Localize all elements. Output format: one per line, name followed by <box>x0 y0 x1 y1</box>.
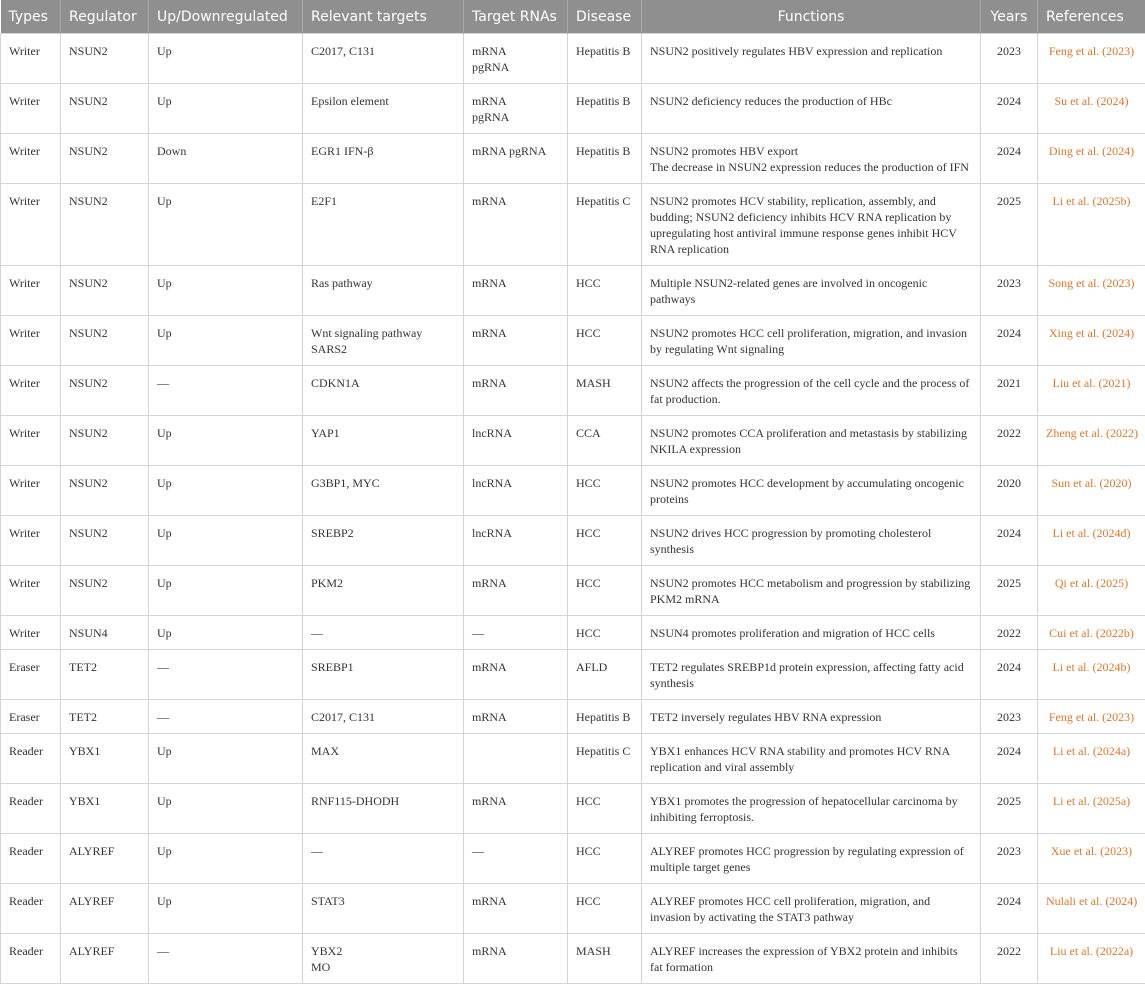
cell-reference <box>1038 366 1145 416</box>
cell-target-rnas: lncRNA <box>464 416 568 466</box>
cell-type: Writer <box>1 84 61 134</box>
cell-function: NSUN2 promotes HBV export The decrease in NSUN2 expression reduces the production of IFN <box>642 134 981 184</box>
cell-target-rnas: mRNA <box>464 784 568 834</box>
cell-target-rnas: mRNA <box>464 366 568 416</box>
header-functions: Functions <box>642 0 981 34</box>
cell-reference <box>1038 566 1145 616</box>
cell-disease: HCC <box>568 566 642 616</box>
table-row <box>1 650 1145 700</box>
cell-year: 2024 <box>981 134 1038 184</box>
cell-target-rnas: mRNA <box>464 184 568 266</box>
cell-reference <box>1038 884 1145 934</box>
table-row <box>1 416 1145 466</box>
cell-regulation: Up <box>149 834 303 884</box>
cell-type: Reader <box>1 934 61 984</box>
cell-target-rnas: — <box>464 616 568 650</box>
cell-disease: Hepatitis C <box>568 184 642 266</box>
cell-regulation: — <box>149 700 303 734</box>
header-types: Types <box>1 0 61 34</box>
cell-disease: HCC <box>568 316 642 366</box>
reference-link[interactable]: Cui et al. (2022b) <box>1049 626 1134 640</box>
reference-link[interactable]: Ding et al. (2024) <box>1049 144 1134 158</box>
cell-targets: MAX <box>303 734 464 784</box>
reference-link[interactable]: Qi et al. (2025) <box>1055 576 1128 590</box>
cell-year: 2024 <box>981 884 1038 934</box>
cell-disease: AFLD <box>568 650 642 700</box>
reference-link[interactable]: Liu et al. (2022a) <box>1050 944 1133 958</box>
reference-link[interactable]: Li et al. (2024d) <box>1053 526 1131 540</box>
cell-regulator: YBX1 <box>61 784 149 834</box>
cell-disease: HCC <box>568 516 642 566</box>
cell-year: 2023 <box>981 34 1038 84</box>
cell-function: NSUN2 drives HCC progression by promoting cholesterol synthesis <box>642 516 981 566</box>
cell-disease: CCA <box>568 416 642 466</box>
cell-function: TET2 inversely regulates HBV RNA expression <box>642 700 981 734</box>
cell-targets: Wnt signaling pathway SARS2 <box>303 316 464 366</box>
cell-regulator: NSUN2 <box>61 266 149 316</box>
table-row <box>1 466 1145 516</box>
cell-targets: STAT3 <box>303 884 464 934</box>
cell-regulator: NSUN2 <box>61 184 149 266</box>
cell-regulator: ALYREF <box>61 884 149 934</box>
cell-reference <box>1038 134 1145 184</box>
cell-year: 2020 <box>981 466 1038 516</box>
cell-reference <box>1038 934 1145 984</box>
cell-targets: Ras pathway <box>303 266 464 316</box>
cell-regulator: NSUN2 <box>61 84 149 134</box>
cell-targets: EGR1 IFN-β <box>303 134 464 184</box>
table-row <box>1 566 1145 616</box>
cell-year: 2022 <box>981 416 1038 466</box>
cell-targets: RNF115-DHODH <box>303 784 464 834</box>
cell-reference <box>1038 734 1145 784</box>
cell-regulator: NSUN2 <box>61 516 149 566</box>
cell-reference <box>1038 34 1145 84</box>
cell-regulator: ALYREF <box>61 934 149 984</box>
cell-targets: CDKN1A <box>303 366 464 416</box>
table-row <box>1 784 1145 834</box>
cell-type: Writer <box>1 316 61 366</box>
cell-type: Writer <box>1 566 61 616</box>
cell-year: 2023 <box>981 834 1038 884</box>
cell-function: YBX1 promotes the progression of hepatocellular carcinoma by inhibiting ferroptosis. <box>642 784 981 834</box>
cell-regulator: ALYREF <box>61 834 149 884</box>
cell-target-rnas <box>464 734 568 784</box>
cell-reference <box>1038 650 1145 700</box>
cell-regulator: NSUN2 <box>61 416 149 466</box>
cell-target-rnas: mRNA pgRNA <box>464 34 568 84</box>
cell-type: Reader <box>1 784 61 834</box>
cell-target-rnas: mRNA <box>464 934 568 984</box>
cell-targets: C2017, C131 <box>303 34 464 84</box>
cell-regulation: — <box>149 934 303 984</box>
cell-regulator: NSUN2 <box>61 316 149 366</box>
reference-link[interactable]: Su et al. (2024) <box>1055 94 1129 108</box>
reference-link[interactable]: Feng et al. (2023) <box>1049 44 1134 58</box>
cell-regulator: TET2 <box>61 650 149 700</box>
cell-regulator: NSUN2 <box>61 366 149 416</box>
cell-type: Eraser <box>1 700 61 734</box>
table-row <box>1 616 1145 650</box>
reference-link[interactable]: Nulali et al. (2024) <box>1046 894 1137 908</box>
reference-link[interactable]: Zheng et al. (2022) <box>1046 426 1138 440</box>
cell-type: Writer <box>1 184 61 266</box>
table-row <box>1 84 1145 134</box>
header-regulation: Up/Downregulated <box>149 0 303 34</box>
header-years: Years <box>981 0 1038 34</box>
cell-year: 2022 <box>981 934 1038 984</box>
cell-type: Writer <box>1 616 61 650</box>
cell-disease: HCC <box>568 834 642 884</box>
header-target-rnas: Target RNAs <box>464 0 568 34</box>
header-references: References <box>1038 0 1145 34</box>
cell-disease: HCC <box>568 466 642 516</box>
cell-targets: G3BP1, MYC <box>303 466 464 516</box>
cell-regulation: Up <box>149 84 303 134</box>
reference-link[interactable]: Song et al. (2023) <box>1049 276 1135 290</box>
cell-regulation: Up <box>149 734 303 784</box>
cell-type: Writer <box>1 266 61 316</box>
cell-type: Writer <box>1 466 61 516</box>
reference-link[interactable]: Li et al. (2025a) <box>1053 794 1130 808</box>
cell-type: Eraser <box>1 650 61 700</box>
table-row <box>1 134 1145 184</box>
cell-regulator: TET2 <box>61 700 149 734</box>
cell-regulation: Up <box>149 316 303 366</box>
cell-targets: YBX2 MO <box>303 934 464 984</box>
cell-regulation: Up <box>149 466 303 516</box>
cell-targets: — <box>303 616 464 650</box>
cell-regulator: NSUN2 <box>61 134 149 184</box>
cell-function: Multiple NSUN2-related genes are involved in oncogenic pathways <box>642 266 981 316</box>
cell-type: Writer <box>1 34 61 84</box>
cell-disease: MASH <box>568 934 642 984</box>
table-row <box>1 734 1145 784</box>
cell-regulator: NSUN2 <box>61 566 149 616</box>
table-row <box>1 184 1145 266</box>
cell-function: ALYREF promotes HCC progression by regulating expression of multiple target genes <box>642 834 981 884</box>
cell-year: 2025 <box>981 784 1038 834</box>
reference-link[interactable]: Liu et al. (2021) <box>1053 376 1131 390</box>
cell-disease: Hepatitis C <box>568 734 642 784</box>
cell-year: 2022 <box>981 616 1038 650</box>
table-row <box>1 834 1145 884</box>
cell-disease: HCC <box>568 616 642 650</box>
cell-year: 2021 <box>981 366 1038 416</box>
cell-regulation: Up <box>149 416 303 466</box>
cell-regulation: — <box>149 650 303 700</box>
cell-function: NSUN2 positively regulates HBV expression and replication <box>642 34 981 84</box>
cell-regulation: Up <box>149 34 303 84</box>
cell-reference <box>1038 184 1145 266</box>
header-regulator: Regulator <box>61 0 149 34</box>
cell-regulator: NSUN2 <box>61 466 149 516</box>
cell-type: Writer <box>1 134 61 184</box>
cell-reference <box>1038 516 1145 566</box>
reference-link[interactable]: Xue et al. (2023) <box>1051 844 1132 858</box>
cell-function: NSUN2 promotes HCC cell proliferation, migration, and invasion by regulating Wnt signaling <box>642 316 981 366</box>
cell-targets: — <box>303 834 464 884</box>
cell-year: 2024 <box>981 734 1038 784</box>
cell-function: YBX1 enhances HCV RNA stability and promotes HCV RNA replication and viral assembly <box>642 734 981 784</box>
cell-regulation: Up <box>149 616 303 650</box>
cell-type: Writer <box>1 516 61 566</box>
cell-year: 2025 <box>981 566 1038 616</box>
table-row <box>1 366 1145 416</box>
cell-function: TET2 regulates SREBP1d protein expression, affecting fatty acid synthesis <box>642 650 981 700</box>
cell-function: NSUN2 promotes HCC metabolism and progression by stabilizing PKM2 mRNA <box>642 566 981 616</box>
cell-target-rnas: mRNA <box>464 316 568 366</box>
header-targets: Relevant targets <box>303 0 464 34</box>
cell-target-rnas: — <box>464 834 568 884</box>
cell-year: 2024 <box>981 516 1038 566</box>
table-row <box>1 516 1145 566</box>
cell-function: NSUN4 promotes proliferation and migration of HCC cells <box>642 616 981 650</box>
reference-link[interactable]: Sun et al. (2020) <box>1052 476 1132 490</box>
cell-regulation: Up <box>149 566 303 616</box>
cell-targets: YAP1 <box>303 416 464 466</box>
cell-target-rnas: mRNA pgRNA <box>464 134 568 184</box>
cell-function: ALYREF increases the expression of YBX2 protein and inhibits fat formation <box>642 934 981 984</box>
cell-target-rnas: mRNA pgRNA <box>464 84 568 134</box>
cell-targets: SREBP2 <box>303 516 464 566</box>
cell-type: Reader <box>1 834 61 884</box>
cell-disease: Hepatitis B <box>568 700 642 734</box>
cell-disease: HCC <box>568 266 642 316</box>
cell-disease: Hepatitis B <box>568 134 642 184</box>
cell-disease: Hepatitis B <box>568 34 642 84</box>
cell-year: 2024 <box>981 84 1038 134</box>
cell-reference <box>1038 84 1145 134</box>
cell-year: 2024 <box>981 316 1038 366</box>
cell-regulation: Up <box>149 266 303 316</box>
cell-target-rnas: mRNA <box>464 266 568 316</box>
cell-reference <box>1038 616 1145 650</box>
cell-regulation: Up <box>149 784 303 834</box>
cell-target-rnas: mRNA <box>464 650 568 700</box>
cell-target-rnas: lncRNA <box>464 466 568 516</box>
cell-type: Writer <box>1 416 61 466</box>
table-row <box>1 34 1145 84</box>
cell-targets: C2017, C131 <box>303 700 464 734</box>
cell-function: ALYREF promotes HCC cell proliferation, migration, and invasion by activating the STAT3 pathway <box>642 884 981 934</box>
table-row <box>1 934 1145 984</box>
cell-function: NSUN2 deficiency reduces the production of HBc <box>642 84 981 134</box>
cell-disease: Hepatitis B <box>568 84 642 134</box>
header-disease: Disease <box>568 0 642 34</box>
cell-targets: Epsilon element <box>303 84 464 134</box>
cell-reference <box>1038 700 1145 734</box>
cell-function: NSUN2 promotes CCA proliferation and metastasis by stabilizing NKILA expression <box>642 416 981 466</box>
table-row <box>1 700 1145 734</box>
cell-target-rnas: mRNA <box>464 700 568 734</box>
cell-year: 2023 <box>981 266 1038 316</box>
reference-link[interactable]: Li et al. (2024b) <box>1053 660 1131 674</box>
cell-target-rnas: mRNA <box>464 884 568 934</box>
cell-type: Reader <box>1 884 61 934</box>
cell-year: 2024 <box>981 650 1038 700</box>
cell-reference <box>1038 466 1145 516</box>
reference-link[interactable]: Li et al. (2024a) <box>1053 744 1130 758</box>
cell-regulation: Down <box>149 134 303 184</box>
cell-regulator: YBX1 <box>61 734 149 784</box>
cell-targets: PKM2 <box>303 566 464 616</box>
cell-target-rnas: mRNA <box>464 566 568 616</box>
cell-regulator: NSUN2 <box>61 34 149 84</box>
cell-function: NSUN2 promotes HCV stability, replication, assembly, and budding; NSUN2 deficiency inhibits HCV RNA replication by upregulating host antiviral immune response genes inhibit HCV RNA replication <box>642 184 981 266</box>
cell-type: Writer <box>1 366 61 416</box>
cell-regulation: — <box>149 366 303 416</box>
reference-link[interactable]: Li et al. (2025b) <box>1053 194 1131 208</box>
table-row <box>1 266 1145 316</box>
cell-target-rnas: lncRNA <box>464 516 568 566</box>
cell-reference <box>1038 784 1145 834</box>
cell-function: NSUN2 promotes HCC development by accumulating oncogenic proteins <box>642 466 981 516</box>
cell-type: Reader <box>1 734 61 784</box>
cell-disease: HCC <box>568 884 642 934</box>
cell-disease: MASH <box>568 366 642 416</box>
cell-reference <box>1038 834 1145 884</box>
cell-regulation: Up <box>149 184 303 266</box>
cell-regulator: NSUN4 <box>61 616 149 650</box>
reference-link[interactable]: Feng et al. (2023) <box>1049 710 1134 724</box>
table-row <box>1 884 1145 934</box>
reference-link[interactable]: Xing et al. (2024) <box>1049 326 1134 340</box>
table-row <box>1 316 1145 366</box>
cell-targets: E2F1 <box>303 184 464 266</box>
cell-regulation: Up <box>149 884 303 934</box>
cell-disease: HCC <box>568 784 642 834</box>
cell-function: NSUN2 affects the progression of the cell cycle and the process of fat production. <box>642 366 981 416</box>
cell-reference <box>1038 416 1145 466</box>
header-row <box>1 0 1145 34</box>
cell-targets: SREBP1 <box>303 650 464 700</box>
cell-year: 2025 <box>981 184 1038 266</box>
cell-year: 2023 <box>981 700 1038 734</box>
cell-reference <box>1038 266 1145 316</box>
cell-regulation: Up <box>149 516 303 566</box>
cell-reference <box>1038 316 1145 366</box>
